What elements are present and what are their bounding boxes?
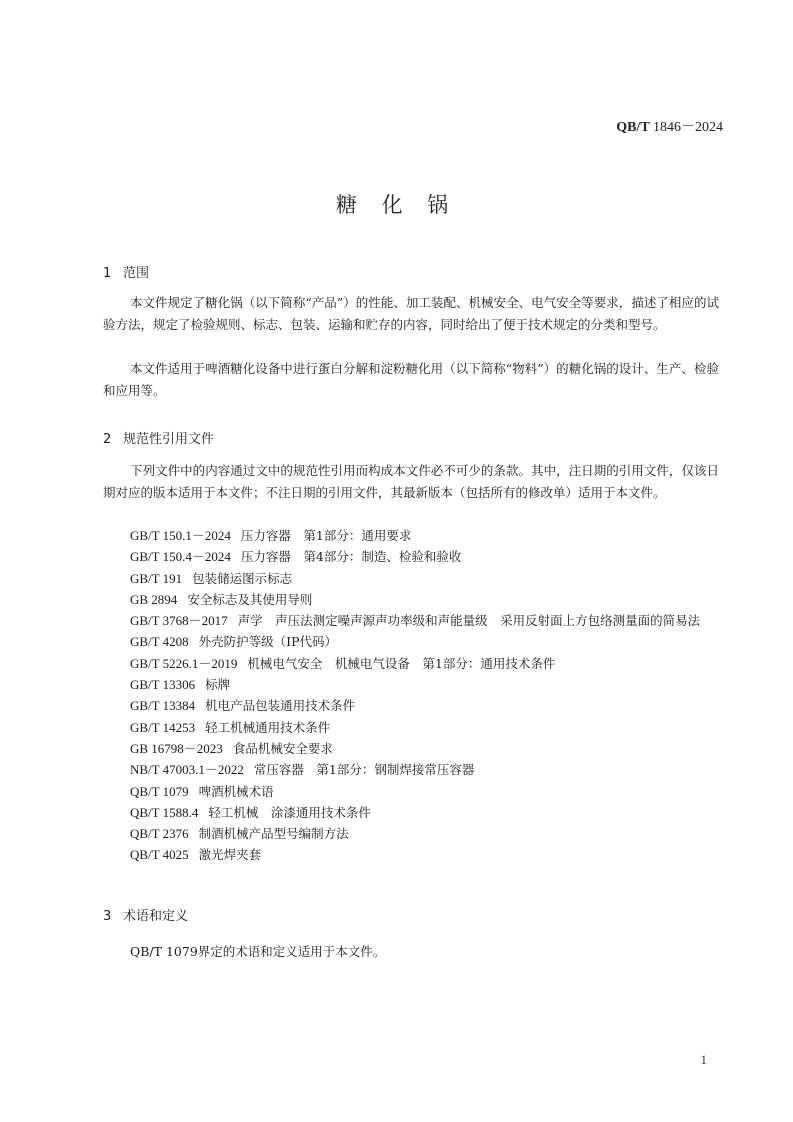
reference-title: 制酒机械产品型号编制方法	[198, 826, 349, 842]
section-heading-scope	[103, 262, 149, 281]
reference-item	[103, 695, 723, 716]
reference-code: GB 16798－2023	[130, 740, 223, 756]
section-heading-terms-and-definitions	[103, 905, 188, 924]
section-title: 术语和定义	[123, 909, 189, 924]
reference-item	[103, 653, 723, 674]
standard-code	[616, 116, 723, 136]
reference-item	[103, 717, 723, 738]
reference-code: GB/T 4208	[130, 634, 189, 650]
reference-title: 机械电气安全 机械电气设备 第1部分：通用技术条件	[247, 655, 556, 671]
page-number: 1	[700, 1052, 707, 1067]
reference-title: 外壳防护等级（IP代码）	[198, 634, 337, 650]
standard-code-prefix: QB/T	[616, 120, 650, 135]
reference-title: 压力容器 第4部分：制造、检验和验收	[240, 549, 462, 565]
reference-code: GB/T 191	[130, 570, 183, 586]
scope-paragraph-2: 本文件适用于啤酒糖化设备中进行蛋白分解和淀粉糖化用（以下简称“物料”）的糖化锅的设计、生产、检验和应用等。	[103, 361, 719, 398]
reference-code: GB 2894	[130, 591, 178, 607]
reference-code: GB/T 150.4－2024	[130, 549, 231, 565]
reference-code: GB/T 150.1－2024	[130, 528, 231, 543]
reference-item	[103, 802, 723, 823]
reference-item	[103, 738, 723, 759]
reference-code: GB/T 3768－2017	[130, 613, 228, 629]
reference-list	[103, 525, 723, 866]
reference-title: 标牌	[205, 677, 231, 693]
reference-item	[103, 823, 723, 844]
section-number: 1	[103, 266, 112, 281]
reference-code: GB/T 13384	[130, 698, 196, 714]
reference-item	[103, 631, 723, 652]
section-title: 范围	[123, 266, 150, 281]
reference-title: 声学 声压法测定噪声源声功率级和声能量级 采用反射面上方包络测量面的简易法	[237, 613, 701, 629]
reference-title: 压力容器 第1部分：通用要求	[240, 528, 412, 543]
reference-item	[103, 759, 723, 780]
reference-title: 安全标志及其使用导则	[187, 591, 313, 607]
section-number: 2	[103, 432, 112, 447]
standard-code-number: 1846－2024	[653, 120, 723, 135]
reference-title: 啤酒机械术语	[198, 783, 274, 799]
reference-item	[103, 674, 723, 695]
reference-code: GB/T 14253	[130, 719, 196, 735]
reference-title: 食品机械安全要求	[232, 740, 333, 756]
reference-code: QB/T 2376	[130, 826, 189, 842]
reference-item	[103, 525, 723, 546]
reference-title: 机电产品包装通用技术条件	[205, 698, 356, 714]
references-intro-paragraph: 下列文件中的内容通过文中的规范性引用而构成本文件必不可少的条款。其中，注日期的引用文件，仅该日期对应的版本适用于本文件；不注日期的引用文件，其最新版本（包括所有的修改单）适用于本文件。	[103, 463, 719, 500]
reference-title: 包装储运图示标志	[192, 570, 293, 586]
reference-code: QB/T 4025	[130, 847, 189, 863]
reference-item	[103, 546, 723, 567]
reference-code: NB/T 47003.1－2022	[130, 762, 244, 778]
reference-item	[103, 589, 723, 610]
reference-item	[103, 610, 723, 631]
reference-title: 轻工机械通用技术条件	[205, 719, 331, 735]
reference-code: GB/T 13306	[130, 677, 196, 693]
section-title: 规范性引用文件	[123, 432, 215, 447]
section-number: 3	[103, 909, 112, 924]
reference-item	[103, 781, 723, 802]
reference-code: GB/T 5226.1－2019	[130, 655, 238, 671]
scope-paragraph-1: 本文件规定了糖化锅（以下简称“产品”）的性能、加工装配、机械安全、电气安全等要求，描述了相应的试验方法，规定了检验规则、标志、包装、运输和贮存的内容，同时给出了便于技术规定的分类和型号。	[103, 295, 719, 332]
reference-title: 轻工机械 涂漆通用技术条件	[208, 804, 371, 820]
reference-item	[103, 568, 723, 589]
document-title: 糖 化 锅	[335, 193, 458, 217]
reference-code: QB/T 1588.4	[130, 804, 199, 820]
reference-title: 常压容器 第1部分：钢制焊接常压容器	[253, 762, 475, 778]
reference-title: 激光焊夹套	[198, 847, 262, 863]
reference-code: QB/T 1079	[130, 783, 189, 799]
reference-item	[103, 844, 723, 865]
terms-paragraph: QB/T 1079界定的术语和定义适用于本文件。	[130, 944, 386, 959]
section-heading-normative-references	[103, 428, 214, 447]
